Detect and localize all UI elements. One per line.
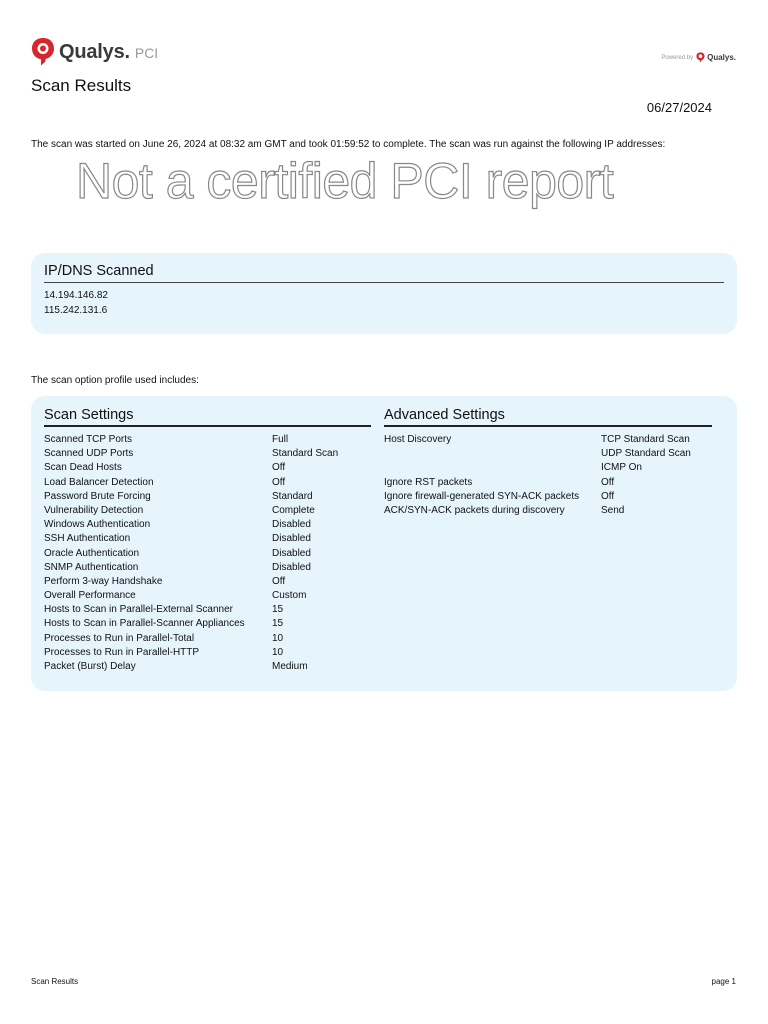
setting-label: ACK/SYN-ACK packets during discovery: [384, 504, 565, 516]
setting-value: Off: [272, 575, 286, 587]
setting-value: Disabled: [272, 533, 311, 545]
setting-value: 10: [272, 632, 284, 644]
setting-row: [384, 447, 691, 461]
setting-label: Processes to Run in Parallel-HTTP: [44, 646, 200, 658]
setting-value: Disabled: [272, 519, 311, 531]
setting-value: Complete: [272, 504, 315, 516]
setting-row: [44, 518, 338, 532]
setting-label: Scan Dead Hosts: [44, 462, 122, 474]
setting-row: [384, 461, 691, 475]
setting-row: [384, 490, 691, 504]
setting-label: SNMP Authentication: [44, 561, 139, 573]
profile-intro-text: The scan option profile used includes:: [31, 375, 199, 386]
setting-value: Disabled: [272, 561, 311, 573]
setting-row: [384, 433, 691, 447]
setting-row: [44, 461, 338, 475]
footer-title: Scan Results: [31, 977, 79, 986]
setting-row: [44, 660, 338, 674]
setting-label: Overall Performance: [44, 590, 136, 602]
ip-dns-panel: [31, 253, 737, 334]
setting-label: Windows Authentication: [44, 519, 151, 531]
page-title: Scan Results: [31, 76, 132, 95]
setting-row: [384, 504, 691, 518]
setting-label: [384, 447, 601, 461]
setting-value: Disabled: [272, 547, 311, 559]
divider: [44, 425, 371, 427]
setting-value: TCP Standard Scan: [601, 434, 690, 445]
setting-label: Hosts to Scan in Parallel-External Scanner: [44, 604, 233, 616]
setting-value: 15: [272, 618, 284, 630]
settings-panel: [31, 396, 737, 691]
product-name: PCI: [134, 45, 159, 61]
divider: [44, 282, 724, 283]
setting-row: [44, 476, 338, 490]
page-number: page 1: [711, 977, 736, 986]
setting-value: ICMP On: [601, 462, 642, 474]
setting-row: [44, 447, 338, 461]
setting-row: [44, 561, 338, 575]
ip-address: 14.194.146.82: [44, 290, 108, 301]
setting-label: Processes to Run in Parallel-Total: [44, 632, 195, 644]
setting-row: [44, 617, 338, 631]
qualys-shield-logo-icon: [696, 52, 705, 63]
setting-label: [384, 461, 601, 475]
setting-label: Scanned TCP Ports: [44, 434, 133, 445]
setting-label: Vulnerability Detection: [44, 504, 144, 516]
ip-list: [44, 289, 108, 318]
qualys-pci-logo: [31, 36, 158, 68]
setting-value: Full: [272, 434, 289, 445]
advanced-settings-table: [384, 433, 691, 518]
setting-label: Load Balancer Detection: [44, 476, 154, 488]
setting-label: Hosts to Scan in Parallel-Scanner Appliances: [44, 618, 245, 630]
setting-label: Host Discovery: [384, 434, 452, 445]
setting-value: UDP Standard Scan: [601, 448, 691, 460]
setting-label: Oracle Authentication: [44, 547, 140, 559]
setting-row: [44, 589, 338, 603]
setting-label: Scanned UDP Ports: [44, 448, 134, 460]
setting-row: [44, 575, 338, 589]
setting-row: [44, 433, 338, 447]
setting-row: [44, 603, 338, 617]
setting-label: Packet (Burst) Delay: [44, 661, 136, 672]
scan-intro-text: The scan was started on June 26, 2024 at 08:32 am GMT and took 01:59:52 to complete. The scan was run against the following IP addresses:: [31, 139, 666, 150]
setting-row: [44, 504, 338, 518]
setting-value: Off: [272, 476, 286, 488]
powered-by-brand: Qualys.: [707, 53, 736, 62]
setting-label: Ignore RST packets: [384, 476, 473, 488]
setting-label: Ignore firewall-generated SYN-ACK packets: [384, 490, 580, 502]
setting-row: [44, 547, 338, 561]
scan-settings-table: [44, 433, 338, 674]
setting-value: Custom: [272, 590, 307, 602]
brand-name: Qualys.: [59, 40, 130, 63]
setting-label: Perform 3-way Handshake: [44, 575, 163, 587]
setting-value: Standard: [272, 490, 313, 502]
qualys-shield-logo-icon: [31, 37, 55, 67]
setting-row: [384, 476, 691, 490]
setting-value: 10: [272, 646, 284, 658]
divider: [384, 425, 712, 427]
setting-value: Off: [601, 476, 615, 488]
powered-by-label: Powered by: [661, 54, 694, 61]
powered-by: [661, 52, 736, 63]
report-date: 06/27/2024: [646, 100, 712, 115]
setting-value: Medium: [272, 661, 308, 672]
setting-value: Off: [601, 490, 615, 502]
advanced-settings-heading: Advanced Settings: [384, 407, 505, 423]
ip-dns-heading: IP/DNS Scanned: [44, 263, 154, 279]
setting-label: SSH Authentication: [44, 533, 131, 545]
setting-row: [44, 532, 338, 546]
setting-value: Off: [272, 462, 286, 474]
setting-row: [44, 646, 338, 660]
scan-settings-heading: Scan Settings: [44, 407, 134, 423]
setting-label: Password Brute Forcing: [44, 490, 151, 502]
setting-row: [44, 632, 338, 646]
setting-value: Standard Scan: [272, 448, 339, 460]
setting-row: [44, 490, 338, 504]
ip-address: 115.242.131.6: [44, 304, 108, 316]
watermark: Not a certified PCI report: [76, 153, 614, 209]
setting-value: Send: [601, 504, 625, 516]
setting-value: 15: [272, 604, 284, 616]
